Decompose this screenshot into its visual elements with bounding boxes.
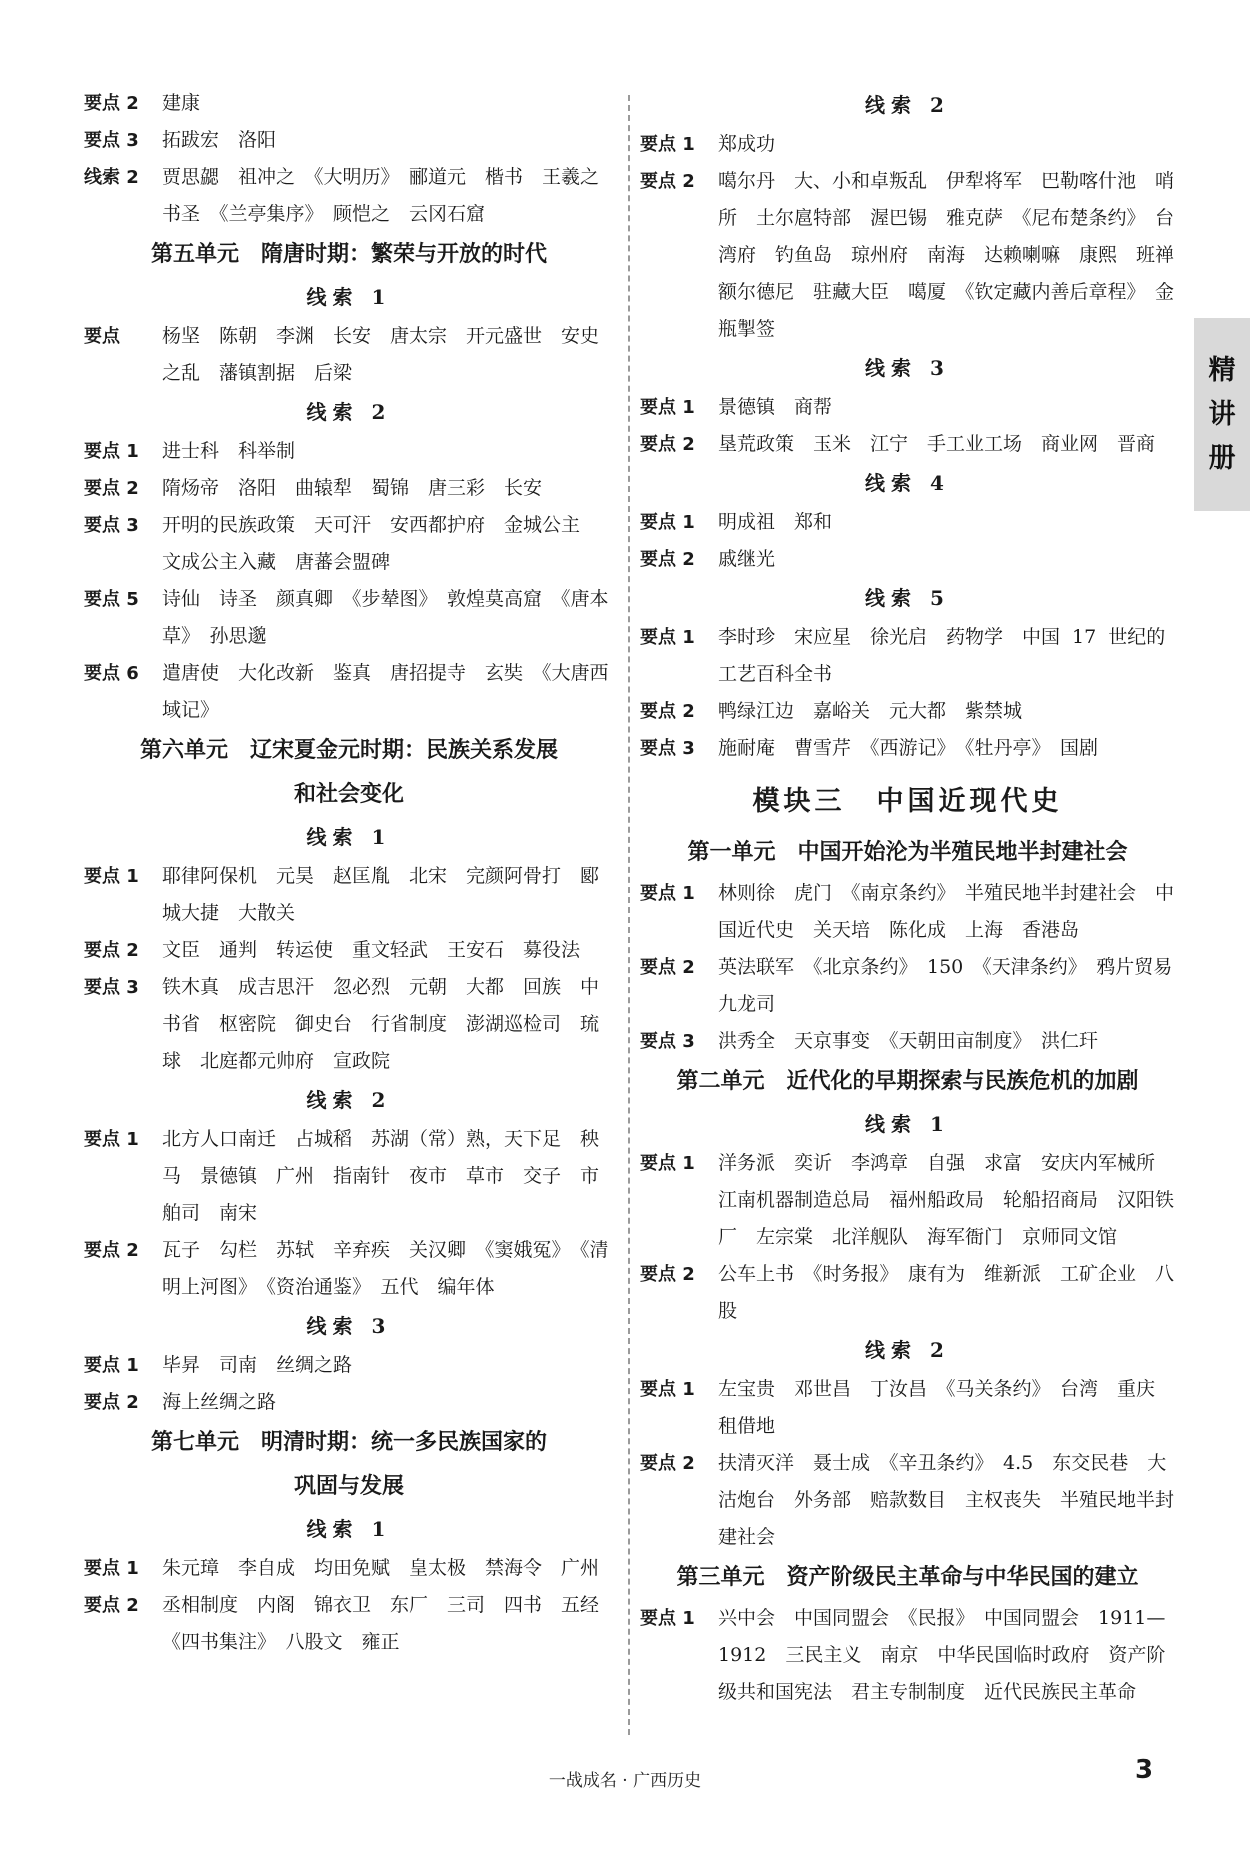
key-point-row xyxy=(84,1232,614,1306)
key-point-label: 要点 2 xyxy=(84,1595,139,1616)
key-point-text: 铁木真 成吉思汗 忽必烈 元朝 大都 回族 中书省 枢密院 御史台 行省制度 澎湖巡检司 琉球 北庭都元帅府 宣政院 xyxy=(162,976,600,1072)
key-point-text: 左宝贵 邓世昌 丁汝昌 《马关条约》 台湾 重庆 租借地 xyxy=(718,1378,1175,1437)
key-point-row xyxy=(84,318,614,392)
unit-heading: 和社会变化 xyxy=(293,782,404,807)
key-point-row xyxy=(640,1256,1175,1330)
key-point-text: 鸭绿江边 嘉峪关 元大都 紫禁城 xyxy=(718,700,1023,722)
key-point-label: 要点 xyxy=(84,326,120,347)
key-point-label: 要点 1 xyxy=(84,1558,139,1579)
key-point-row xyxy=(84,470,614,507)
clue-heading: 线索 2 xyxy=(865,93,950,117)
key-point-label: 要点 3 xyxy=(84,977,139,998)
key-point-label: 要点 2 xyxy=(640,701,695,722)
key-point-text: 耶律阿保机 元昊 赵匡胤 北宋 完颜阿骨打 郾城大捷 大散关 xyxy=(162,865,600,924)
key-point-row xyxy=(84,507,614,581)
tab-char-1: 精 xyxy=(1208,354,1236,386)
key-point-text: 丞相制度 内阁 锦衣卫 东厂 三司 四书 五经 《四书集注》 八股文 雍正 xyxy=(162,1594,619,1653)
key-point-label: 要点 1 xyxy=(84,1355,139,1376)
key-point-label: 要点 1 xyxy=(640,134,695,155)
key-point-text: 噶尔丹 大、小和卓叛乱 伊犁将军 巴勒喀什池 哨所 土尔扈特部 渥巴锡 雅克萨 《尼布楚条约》 台湾府 钓鱼岛 琼州府 南海 达赖喇嘛 康熙 班禅额尔德尼 驻藏大臣 噶厦 《钦定藏内善后章程》 金瓶掣签 xyxy=(718,170,1175,340)
key-point-row xyxy=(84,85,614,122)
key-point-label: 要点 2 xyxy=(84,93,139,114)
key-point-label: 要点 3 xyxy=(640,1031,695,1052)
key-point-label: 要点 1 xyxy=(640,883,695,904)
key-point-row xyxy=(640,126,1175,163)
key-point-text: 进士科 科举制 xyxy=(162,440,296,462)
key-point-label: 要点 2 xyxy=(84,1392,139,1413)
unit-heading: 第六单元 辽宋夏金元时期：民族关系发展 xyxy=(139,738,558,763)
key-point-label: 要点 5 xyxy=(84,589,139,610)
tab-char-2: 讲 xyxy=(1208,398,1236,430)
key-point-row xyxy=(640,426,1175,463)
key-point-row xyxy=(640,163,1175,348)
clue-heading: 线索 2 xyxy=(306,1088,392,1112)
key-point-label: 要点 2 xyxy=(84,1240,139,1261)
key-point-row xyxy=(84,1384,614,1421)
key-point-text: 瓦子 勾栏 苏轼 辛弃疾 关汉卿 《窦娥冤》 《清明上河图》 《资治通鉴》 五代 编年体 xyxy=(162,1239,609,1298)
right-column xyxy=(640,85,1192,1711)
key-point-text: 隋炀帝 洛阳 曲辕犁 蜀锦 唐三彩 长安 xyxy=(162,477,543,499)
key-point-label: 要点 2 xyxy=(640,1264,695,1285)
key-point-row xyxy=(640,1371,1175,1445)
key-point-text: 遣唐使 大化改新 鉴真 唐招提寺 玄奘 《大唐西域记》 xyxy=(162,662,609,721)
key-point-label: 要点 3 xyxy=(84,130,139,151)
key-point-row xyxy=(640,693,1175,730)
key-point-row xyxy=(84,159,619,233)
left-column xyxy=(84,85,619,1661)
key-point-label: 要点 2 xyxy=(640,957,695,978)
key-point-row xyxy=(84,969,614,1080)
unit-heading: 巩固与发展 xyxy=(293,1474,404,1499)
key-point-label: 要点 3 xyxy=(640,738,695,759)
key-point-row xyxy=(640,1023,1175,1060)
key-point-row xyxy=(640,389,1175,426)
key-point-label: 要点 6 xyxy=(84,663,139,684)
key-point-label: 要点 1 xyxy=(84,866,139,887)
key-point-text: 戚继光 xyxy=(718,548,776,570)
key-point-row xyxy=(84,1347,614,1384)
key-point-label: 要点 2 xyxy=(84,940,139,961)
key-point-row xyxy=(84,122,614,159)
key-point-text: 景德镇 商帮 xyxy=(718,396,833,418)
clue-heading: 线索 1 xyxy=(865,1112,950,1136)
unit-heading: 第二单元 近代化的早期探索与民族危机的加剧 xyxy=(676,1069,1139,1094)
key-point-row xyxy=(640,541,1175,578)
key-point-text: 扶清灭洋 聂士成 《辛丑条约》 4.5 东交民巷 大沽炮台 外务部 赔款数目 主权丧失 半殖民地半封建社会 xyxy=(718,1452,1175,1548)
clue-heading: 线索 1 xyxy=(306,825,392,849)
key-point-label: 要点 1 xyxy=(84,441,139,462)
key-point-text: 杨坚 陈朝 李渊 长安 唐太宗 开元盛世 安史之乱 藩镇割据 后梁 xyxy=(162,325,600,384)
page-footer: 一战成名 · 广西历史 xyxy=(548,1771,702,1791)
key-point-label: 要点 1 xyxy=(640,397,695,418)
key-point-label: 要点 2 xyxy=(640,171,695,192)
tab-char-3: 册 xyxy=(1208,442,1236,474)
clue-heading: 线索 3 xyxy=(865,356,950,380)
key-point-row xyxy=(84,655,614,729)
key-point-text: 洪秀全 天京事变 《天朝田亩制度》 洪仁玕 xyxy=(718,1030,1099,1052)
key-point-text: 建康 xyxy=(162,92,201,114)
key-point-text: 毕昇 司南 丝绸之路 xyxy=(162,1354,353,1376)
key-point-text: 施耐庵 曹雪芹 《西游记》 《牡丹亭》 国剧 xyxy=(718,737,1099,759)
key-point-text: 北方人口南迁 占城稻 苏湖（常）熟，天下足 秧马 景德镇 广州 指南针 夜市 草市 交子 市舶司 南宋 xyxy=(162,1128,600,1224)
unit-heading: 第一单元 中国开始沦为半殖民地半封建社会 xyxy=(687,840,1128,865)
key-point-label: 要点 1 xyxy=(640,1379,695,1400)
key-point-label: 要点 1 xyxy=(640,512,695,533)
key-point-label: 要点 1 xyxy=(640,1608,695,1629)
clue-heading: 线索 1 xyxy=(306,285,392,309)
key-point-text: 英法联军 《北京条约》 150 《天津条约》 鸦片贸易 九龙司 xyxy=(718,956,1192,1015)
key-point-label: 要点 1 xyxy=(84,1129,139,1150)
key-point-label: 要点 3 xyxy=(84,515,139,536)
key-point-text: 林则徐 虎门 《南京条约》 半殖民地半封建社会 中国近代史 关天培 陈化成 上海 香港岛 xyxy=(718,882,1175,941)
key-point-text: 拓跋宏 洛阳 xyxy=(162,129,277,151)
clue-heading: 线索 5 xyxy=(865,586,950,610)
key-point-text: 洋务派 奕䜣 李鸿章 自强 求富 安庆内军械所 江南机器制造总局 福州船政局 轮船招商局 汉阳铁厂 左宗棠 北洋舰队 海军衙门 京师同文馆 xyxy=(718,1152,1175,1248)
section-tab xyxy=(1194,318,1250,511)
key-point-row xyxy=(640,875,1175,949)
unit-heading: 第七单元 明清时期：统一多民族国家的 xyxy=(150,1430,547,1455)
key-point-text: 兴中会 中国同盟会 《民报》 中国同盟会 1911—1912 三民主义 南京 中华民国临时政府 资产阶级共和国宪法 君主专制制度 近代民族民主革命 xyxy=(718,1607,1166,1703)
clue-heading: 线索 1 xyxy=(306,1517,392,1541)
key-point-text: 文臣 通判 转运使 重文轻武 王安石 募役法 xyxy=(162,939,581,961)
module-heading: 模块三 中国近现代史 xyxy=(752,786,1063,817)
key-point-text: 李时珍 宋应星 徐光启 药物学 中国 17 世纪的工艺百科全书 xyxy=(718,626,1166,685)
key-point-label: 线索 2 xyxy=(84,167,139,188)
key-point-row xyxy=(84,581,614,655)
key-point-row xyxy=(84,1121,614,1232)
unit-heading: 第五单元 隋唐时期：繁荣与开放的时代 xyxy=(150,242,547,267)
key-point-text: 朱元璋 李自成 均田免赋 皇太极 禁海令 广州 xyxy=(162,1557,600,1579)
key-point-label: 要点 1 xyxy=(640,627,695,648)
key-point-text: 诗仙 诗圣 颜真卿 《步辇图》 敦煌莫高窟 《唐本草》 孙思邈 xyxy=(162,588,609,647)
key-point-label: 要点 2 xyxy=(640,1453,695,1474)
key-point-text: 郑成功 xyxy=(718,133,776,155)
unit-heading: 第三单元 资产阶级民主革命与中华民国的建立 xyxy=(676,1565,1139,1590)
key-point-text: 公车上书 《时务报》 康有为 维新派 工矿企业 八股 xyxy=(718,1263,1175,1322)
page-number: 3 xyxy=(1135,1755,1154,1785)
key-point-text: 明成祖 郑和 xyxy=(718,511,833,533)
key-point-label: 要点 2 xyxy=(640,434,695,455)
key-point-row xyxy=(640,730,1175,767)
key-point-text: 海上丝绸之路 xyxy=(162,1391,277,1413)
key-point-label: 要点 1 xyxy=(640,1153,695,1174)
key-point-row xyxy=(640,1445,1175,1556)
key-point-row xyxy=(640,949,1192,1023)
key-point-text: 开明的民族政策 天可汗 安西都护府 金城公主 文成公主入藏 唐蕃会盟碑 xyxy=(162,514,600,573)
key-point-row xyxy=(640,619,1175,693)
key-point-row xyxy=(84,433,614,470)
key-point-label: 要点 2 xyxy=(84,478,139,499)
key-point-row xyxy=(640,1145,1175,1256)
key-point-row xyxy=(640,504,1175,541)
key-point-row xyxy=(84,858,614,932)
clue-heading: 线索 4 xyxy=(865,471,950,495)
key-point-row xyxy=(84,932,614,969)
clue-heading: 线索 2 xyxy=(306,400,392,424)
key-point-label: 要点 2 xyxy=(640,549,695,570)
clue-heading: 线索 3 xyxy=(306,1314,392,1338)
clue-heading: 线索 2 xyxy=(865,1338,950,1362)
column-divider xyxy=(628,95,630,1735)
key-point-row xyxy=(640,1600,1175,1711)
key-point-row xyxy=(84,1587,619,1661)
key-point-text: 垦荒政策 玉米 江宁 手工业工场 商业网 晋商 xyxy=(718,433,1156,455)
key-point-row xyxy=(84,1550,614,1587)
key-point-text: 贾思勰 祖冲之 《大明历》 郦道元 楷书 王羲之 书圣 《兰亭集序》 顾恺之 云冈石窟 xyxy=(162,166,619,225)
